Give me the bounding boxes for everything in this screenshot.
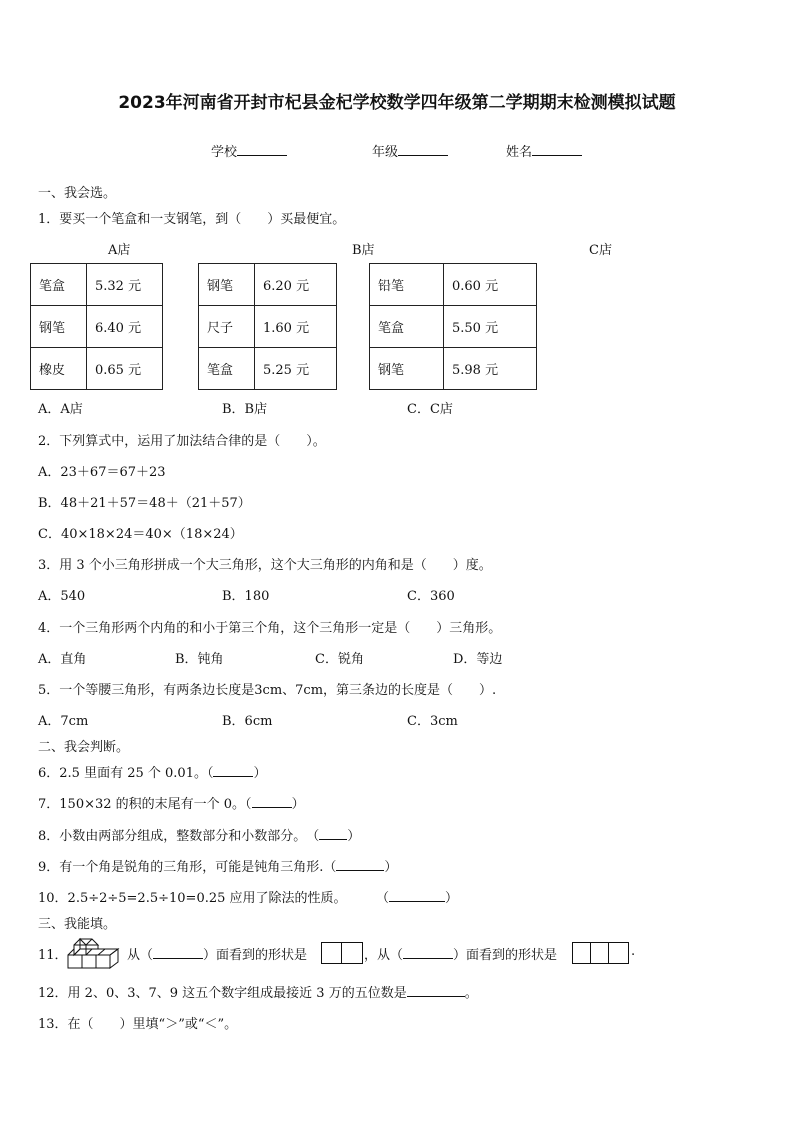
q4-option-c[interactable]: C．锐角	[315, 652, 364, 667]
item-cell: 钢笔	[370, 348, 444, 390]
store-label-a: A店	[108, 243, 131, 258]
answer-blank[interactable]	[213, 764, 253, 777]
question-11-end: .	[631, 944, 636, 959]
table-row	[31, 306, 163, 348]
q2-option-a[interactable]: A．23＋67＝67＋23	[38, 465, 166, 480]
table-row	[31, 348, 163, 390]
table-row	[370, 264, 537, 306]
table-row	[199, 306, 337, 348]
section-heading-fill: 三、我能填。	[38, 917, 117, 932]
question-2-text: 2．下列算式中，运用了加法结合律的是（ ）。	[38, 434, 326, 449]
q3-option-a[interactable]: A．540	[38, 589, 86, 604]
price-cell: 5.98 元	[444, 348, 537, 390]
page-title: 2023年河南省开封市杞县金杞学校数学四年级第二学期期末检测模拟试题	[118, 93, 676, 113]
cube-stack-icon	[66, 936, 126, 972]
school-field[interactable]: 学校	[211, 141, 287, 160]
item-cell: 铅笔	[370, 264, 444, 306]
q3-option-c[interactable]: C．360	[407, 589, 455, 604]
price-cell: 6.40 元	[87, 306, 163, 348]
item-cell: 笔盒	[370, 306, 444, 348]
q4-option-a[interactable]: A．直角	[38, 652, 87, 667]
price-cell: 5.25 元	[255, 348, 337, 390]
price-cell: 0.60 元	[444, 264, 537, 306]
q1-option-a[interactable]: A．A店	[38, 402, 83, 417]
answer-blank[interactable]	[319, 827, 347, 840]
question-5-text: 5．一个等腰三角形，有两条边长度是3cm、7cm，第三条边的长度是（ ）.	[38, 683, 497, 698]
item-cell: 橡皮	[31, 348, 87, 390]
store-b-price-table	[198, 263, 337, 390]
name-field[interactable]: 姓名	[506, 141, 582, 160]
answer-blank[interactable]	[252, 795, 292, 808]
q1-option-c[interactable]: C．C店	[407, 402, 453, 417]
q4-option-b[interactable]: B．钝角	[175, 652, 224, 667]
price-cell: 0.65 元	[87, 348, 163, 390]
question-13-text: 13．在（ ）里填“＞”或“＜”。	[38, 1017, 238, 1032]
q4-option-d[interactable]: D．等边	[453, 652, 503, 667]
item-cell: 钢笔	[31, 306, 87, 348]
q3-option-b[interactable]: B．180	[222, 589, 270, 604]
question-12: 12．用 2、0、3、7、9 这五个数字组成最接近 3 万的五位数是 。	[38, 986, 478, 1001]
q2-option-c[interactable]: C．40×18×24＝40×（18×24）	[38, 527, 243, 542]
question-10-answer: （ ）	[376, 891, 459, 906]
two-square-shape	[321, 942, 363, 964]
q2-option-b[interactable]: B．48＋21＋57＝48＋（21＋57）	[38, 496, 251, 511]
question-8: 8．小数由两部分组成，整数部分和小数部分。 （ ）	[38, 829, 361, 844]
q1-option-b[interactable]: B．B店	[222, 402, 268, 417]
question-11-part-1: 从（ ）面看到的形状是	[127, 948, 308, 963]
answer-blank[interactable]	[407, 984, 465, 997]
question-10-text: 10．2.5÷2÷5=2.5÷10=0.25 应用了除法的性质。	[38, 891, 347, 906]
question-11-part-2: ，从（ ）面看到的形状是	[364, 948, 558, 963]
section-heading-judge: 二、我会判断。	[38, 740, 130, 755]
store-label-c: C店	[589, 243, 612, 258]
question-11-number: 11．	[38, 948, 68, 963]
answer-blank[interactable]	[336, 858, 384, 871]
table-row	[199, 264, 337, 306]
question-3-text: 3．用 3 个小三角形拼成一个大三角形，这个大三角形的内角和是（ ）度。	[38, 558, 492, 573]
item-cell: 尺子	[199, 306, 255, 348]
answer-blank[interactable]	[153, 946, 203, 959]
grade-field[interactable]: 年级	[372, 141, 448, 160]
q5-option-a[interactable]: A．7cm	[38, 714, 89, 729]
table-row	[199, 348, 337, 390]
price-cell: 6.20 元	[255, 264, 337, 306]
item-cell: 笔盒	[199, 348, 255, 390]
store-a-price-table	[30, 263, 163, 390]
table-row	[31, 264, 163, 306]
question-7: 7．150×32 的积的末尾有一个 0。（ ）	[38, 797, 305, 812]
table-row	[370, 306, 537, 348]
answer-blank[interactable]	[403, 946, 453, 959]
three-square-shape	[572, 942, 629, 964]
price-cell: 5.50 元	[444, 306, 537, 348]
price-cell: 1.60 元	[255, 306, 337, 348]
store-label-b: B店	[352, 243, 375, 258]
question-4-text: 4．一个三角形两个内角的和小于第三个角，这个三角形一定是（ ）三角形。	[38, 621, 502, 636]
item-cell: 笔盒	[31, 264, 87, 306]
question-1-text: 1．要买一个笔盒和一支钢笔，到（ ）买最便宜。	[38, 212, 346, 227]
table-row	[370, 348, 537, 390]
section-heading-choose: 一、我会选。	[38, 186, 117, 201]
price-cell: 5.32 元	[87, 264, 163, 306]
store-c-price-table	[369, 263, 537, 390]
item-cell: 钢笔	[199, 264, 255, 306]
question-6: 6．2.5 里面有 25 个 0.01。（ ）	[38, 766, 267, 781]
answer-blank[interactable]	[389, 889, 445, 902]
question-9: 9．有一个角是锐角的三角形，可能是钝角三角形.（ ）	[38, 860, 398, 875]
q5-option-c[interactable]: C．3cm	[407, 714, 458, 729]
q5-option-b[interactable]: B．6cm	[222, 714, 273, 729]
